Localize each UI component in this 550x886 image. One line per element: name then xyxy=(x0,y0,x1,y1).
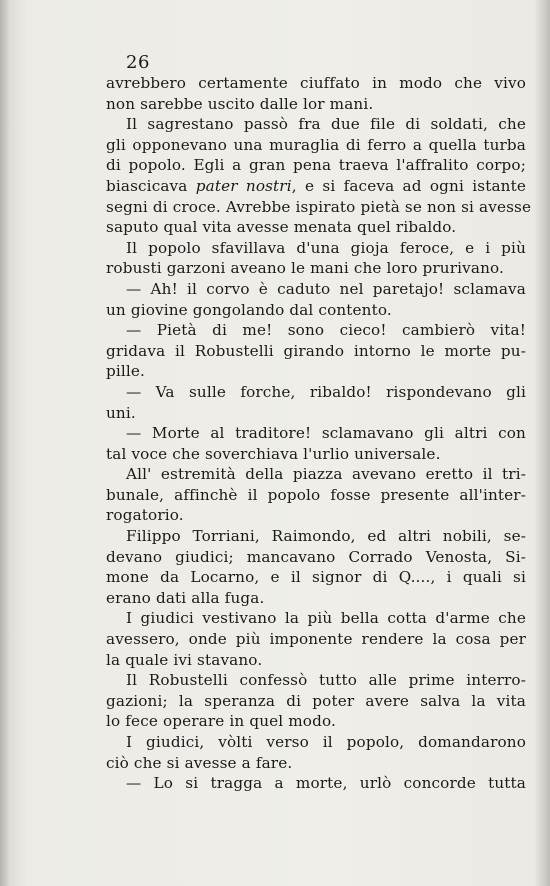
text-line: Il Robustelli confessò tutto alle prime interro- xyxy=(126,671,526,690)
text-fragment: , e si faceva ad ogni istante xyxy=(291,176,526,195)
text-line: mone da Locarno, e il signor di Q...., i quali si xyxy=(106,568,526,587)
text-line: gli opponevano una muraglia di ferro a quella turba xyxy=(106,135,526,154)
page-gutter-shadow xyxy=(534,0,550,886)
text-line: gridava il Robustelli girando intorno le morte pu- xyxy=(106,341,526,360)
text-line: I giudici vestivano la più bella cotta d'arme che xyxy=(126,609,526,628)
text-line: I giudici, vòlti verso il popolo, domandarono xyxy=(126,733,526,751)
body-text xyxy=(106,73,532,794)
text-line: avessero, onde più imponente rendere la cosa per xyxy=(106,630,526,649)
text-line: robusti garzoni aveano le mani che loro prurivano. xyxy=(106,259,504,278)
text-line xyxy=(106,176,526,197)
text-line: segni di croce. Avrebbe ispirato pietà se non si avesse xyxy=(106,197,532,216)
text-line: lo fece operare in quel modo. xyxy=(106,712,336,731)
text-line: Il sagrestano passò fra due file di soldati, che xyxy=(126,115,526,134)
text-line: gazioni; la speranza di poter avere salva la vita xyxy=(106,691,526,710)
text-line: rogatorio. xyxy=(106,506,184,525)
text-line: — Morte al traditore! sclamavano gli altri con xyxy=(126,424,526,443)
page-left-edge-shadow xyxy=(0,0,10,886)
italic-phrase: pater nostri xyxy=(195,176,292,195)
text-line: All' estremità della piazza avevano eretto il tri- xyxy=(126,465,526,484)
text-line: devano giudici; mancavano Corrado Venosta, Si- xyxy=(106,547,526,566)
text-line: di popolo. Egli a gran pena traeva l'affralito corpo; xyxy=(106,156,526,175)
text-line: Filippo Torriani, Raimondo, ed altri nobili, se- xyxy=(126,527,526,546)
text-line: — Va sulle forche, ribaldo! rispondevano gli xyxy=(126,382,526,401)
text-line: Il popolo sfavillava d'una gioja feroce, e i più xyxy=(126,238,526,257)
text-line: — Pietà di me! sono cieco! cambierò vita! xyxy=(126,321,526,340)
text-fragment: biascicava xyxy=(106,176,196,195)
text-line: tal voce che soverchiava l'urlio universale. xyxy=(106,444,441,463)
text-line: — Ah! il corvo è caduto nel paretajo! sclamava xyxy=(126,279,526,298)
text-line: pille. xyxy=(106,362,146,381)
text-line: ciò che si avesse a fare. xyxy=(106,753,293,772)
text-line: — Lo si tragga a morte, urlò concorde tutta xyxy=(126,774,526,793)
text-line: erano dati alla fuga. xyxy=(106,588,265,607)
text-line: bunale, affinchè il popolo fosse presente all'inter- xyxy=(106,485,526,504)
text-line: la quale ivi stavano. xyxy=(106,650,263,669)
text-line: non sarebbe uscito dalle lor mani. xyxy=(106,94,374,113)
text-line: un giovine gongolando dal contento. xyxy=(106,300,392,319)
text-line: uni. xyxy=(106,403,136,422)
text-line: saputo qual vita avesse menata quel ribaldo. xyxy=(106,218,457,237)
page-number: 26 xyxy=(126,52,150,73)
text-line: avrebbero certamente ciuffato in modo che vivo xyxy=(106,74,526,92)
